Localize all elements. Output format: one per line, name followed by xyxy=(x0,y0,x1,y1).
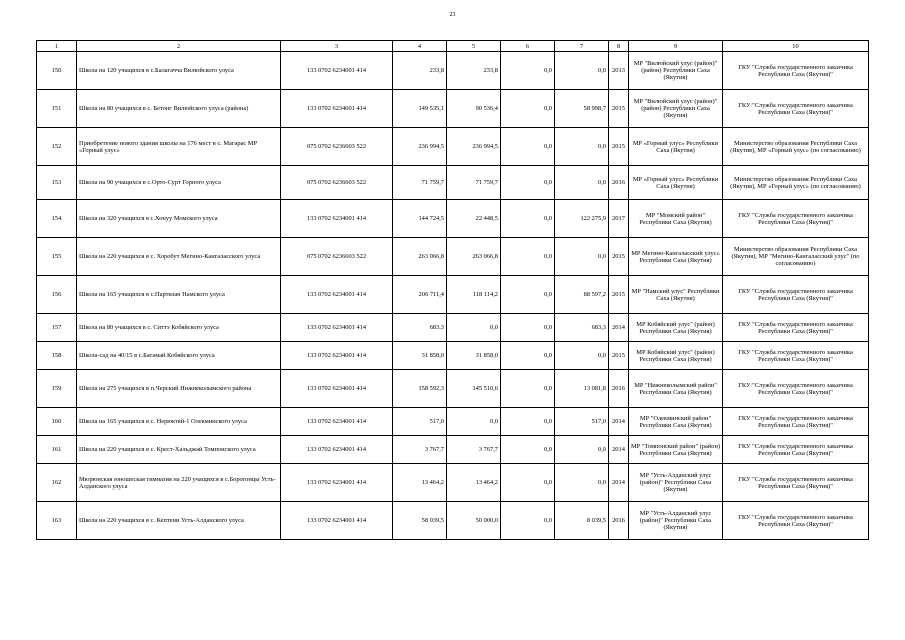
value-col-7-cell: 683,3 xyxy=(555,314,609,342)
object-name-cell: Школа на 120 учащихся в с.Балагачча Вилюйского улуса xyxy=(77,52,281,90)
value-col-6-cell: 0,0 xyxy=(501,370,555,408)
table-row xyxy=(37,200,869,238)
value-col-6-cell: 0,0 xyxy=(501,200,555,238)
col-header-1: 1 xyxy=(37,41,77,52)
value-col-6-cell: 0,0 xyxy=(501,238,555,276)
year-cell: 2017 xyxy=(609,200,629,238)
year-cell: 2014 xyxy=(609,408,629,436)
object-name-cell: Школа на 320 учащихся в с.Хонуу Момского улуса xyxy=(77,200,281,238)
object-name-cell: Школа на 80 учащихся в с. Ситтэ Кобяйского улуса xyxy=(77,314,281,342)
year-cell: 2016 xyxy=(609,166,629,200)
value-col-6-cell: 0,0 xyxy=(501,166,555,200)
budget-code-cell: 133 0702 6234001 414 xyxy=(281,276,393,314)
value-col-5-cell: 236 994,5 xyxy=(447,128,501,166)
municipality-cell: МР "Усть-Алданский улус (район)" Республики Саха (Якутия) xyxy=(629,464,723,502)
col-header-5: 5 xyxy=(447,41,501,52)
table-row xyxy=(37,314,869,342)
value-col-7-cell: 88 597,2 xyxy=(555,276,609,314)
value-col-7-cell: 0,0 xyxy=(555,436,609,464)
value-col-6-cell: 0,0 xyxy=(501,342,555,370)
total-cost-cell: 31 858,0 xyxy=(393,342,447,370)
row-number-cell: 158 xyxy=(37,342,77,370)
col-header-2: 2 xyxy=(77,41,281,52)
value-col-7-cell: 0,0 xyxy=(555,238,609,276)
municipality-cell: МР Кобяйский улус" (район) Республики Саха (Якутия) xyxy=(629,314,723,342)
responsible-executor-cell: ГКУ "Служба государственного заказчика Республики Саха (Якутия)" xyxy=(723,370,869,408)
value-col-7-cell: 0,0 xyxy=(555,464,609,502)
value-col-7-cell: 0,0 xyxy=(555,166,609,200)
table-row xyxy=(37,238,869,276)
year-cell: 2015 xyxy=(609,128,629,166)
total-cost-cell: 13 464,2 xyxy=(393,464,447,502)
row-number-cell: 152 xyxy=(37,128,77,166)
table-row xyxy=(37,464,869,502)
row-number-cell: 156 xyxy=(37,276,77,314)
header-row xyxy=(37,41,869,52)
row-number-cell: 157 xyxy=(37,314,77,342)
table-body xyxy=(37,52,869,540)
value-col-5-cell: 13 464,2 xyxy=(447,464,501,502)
budget-code-cell: 075 0702 6236603 522 xyxy=(281,128,393,166)
value-col-5-cell: 263 066,8 xyxy=(447,238,501,276)
value-col-5-cell: 31 858,0 xyxy=(447,342,501,370)
budget-code-cell: 133 0702 6234001 414 xyxy=(281,436,393,464)
value-col-7-cell: 517,0 xyxy=(555,408,609,436)
responsible-executor-cell: Министерство образования Республики Саха (Якутия), МР «Горный улус» (по согласованию) xyxy=(723,128,869,166)
municipality-cell: МР Кобяйский улус" (район) Республики Саха (Якутия) xyxy=(629,342,723,370)
responsible-executor-cell: ГКУ "Служба государственного заказчика Республики Саха (Якутия)" xyxy=(723,502,869,540)
total-cost-cell: 58 039,5 xyxy=(393,502,447,540)
value-col-7-cell: 0,0 xyxy=(555,52,609,90)
total-cost-cell: 71 759,7 xyxy=(393,166,447,200)
total-cost-cell: 149 535,1 xyxy=(393,90,447,128)
value-col-7-cell: 0,0 xyxy=(555,342,609,370)
row-number-cell: 153 xyxy=(37,166,77,200)
value-col-5-cell: 71 759,7 xyxy=(447,166,501,200)
municipality-cell: МР "Нижнеколымский район" Республики Саха (Якутия) xyxy=(629,370,723,408)
year-cell: 2015 xyxy=(609,90,629,128)
object-name-cell: Школа на 90 учащихся в с.Орто-Сурт Горного улуса xyxy=(77,166,281,200)
responsible-executor-cell: ГКУ "Служба государственного заказчика Республики Саха (Якутия)" xyxy=(723,342,869,370)
value-col-6-cell: 0,0 xyxy=(501,464,555,502)
table-row xyxy=(37,436,869,464)
table-row xyxy=(37,276,869,314)
budget-code-cell: 133 0702 6234001 414 xyxy=(281,342,393,370)
value-col-7-cell: 8 039,5 xyxy=(555,502,609,540)
program-table xyxy=(36,40,869,540)
table-row xyxy=(37,166,869,200)
value-col-6-cell: 0,0 xyxy=(501,314,555,342)
table-row xyxy=(37,52,869,90)
municipality-cell: МР «Горный улус» Республики Саха (Якутия) xyxy=(629,128,723,166)
value-col-5-cell: 3 767,7 xyxy=(447,436,501,464)
col-header-10: 10 xyxy=(723,41,869,52)
value-col-5-cell: 22 448,5 xyxy=(447,200,501,238)
value-col-5-cell: 145 510,6 xyxy=(447,370,501,408)
value-col-7-cell: 58 998,7 xyxy=(555,90,609,128)
table-row xyxy=(37,90,869,128)
value-col-7-cell: 13 081,8 xyxy=(555,370,609,408)
total-cost-cell: 3 767,7 xyxy=(393,436,447,464)
table-row xyxy=(37,342,869,370)
object-name-cell: Приобретение нового здания школы на 176 мест в с. Магарас МР «Горный улус» xyxy=(77,128,281,166)
table-row xyxy=(37,370,869,408)
table-row xyxy=(37,128,869,166)
value-col-5-cell: 233,8 xyxy=(447,52,501,90)
responsible-executor-cell: ГКУ "Служба государственного заказчика Республики Саха (Якутия)" xyxy=(723,408,869,436)
object-name-cell: Школа на 220 учащихся в с. Хоробут Мегино-Кангаласского улуса xyxy=(77,238,281,276)
municipality-cell: МР "Момский район" Республики Саха (Якутия) xyxy=(629,200,723,238)
value-col-6-cell: 0,0 xyxy=(501,436,555,464)
budget-code-cell: 133 0702 6234001 414 xyxy=(281,314,393,342)
object-name-cell: Школа на 220 учащихся в с. Кептени Усть-Алданского улуса xyxy=(77,502,281,540)
responsible-executor-cell: ГКУ "Служба государственного заказчика Республики Саха (Якутия)" xyxy=(723,314,869,342)
municipality-cell: МР "Олекминский район" Республики Саха (Якутия) xyxy=(629,408,723,436)
value-col-6-cell: 0,0 xyxy=(501,502,555,540)
value-col-5-cell: 0,0 xyxy=(447,408,501,436)
municipality-cell: МР Мегино-Кангаласский улус» Республики Саха (Якутия) xyxy=(629,238,723,276)
responsible-executor-cell: ГКУ "Служба государственного заказчика Республики Саха (Якутия)" xyxy=(723,436,869,464)
budget-code-cell: 075 0702 6236603 522 xyxy=(281,238,393,276)
year-cell: 2014 xyxy=(609,464,629,502)
object-name-cell: Школа на 165 учащихся в с.Партизан Намского улуса xyxy=(77,276,281,314)
value-col-6-cell: 0,0 xyxy=(501,128,555,166)
responsible-executor-cell: ГКУ "Служба государственного заказчика Республики Саха (Якутия)" xyxy=(723,276,869,314)
budget-code-cell: 133 0702 6234001 414 xyxy=(281,370,393,408)
year-cell: 2014 xyxy=(609,436,629,464)
object-name-cell: Школа на 275 учащихся в п.Черский Нижнеколымского района xyxy=(77,370,281,408)
col-header-3: 3 xyxy=(281,41,393,52)
municipality-cell: МР "Намский улус" Республики Саха (Якутия) xyxy=(629,276,723,314)
value-col-6-cell: 0,0 xyxy=(501,90,555,128)
row-number-cell: 150 xyxy=(37,52,77,90)
object-name-cell: Школа на 80 учащихся в с. Бетонг Вилюйского улуса (района) xyxy=(77,90,281,128)
value-col-5-cell: 50 000,0 xyxy=(447,502,501,540)
row-number-cell: 155 xyxy=(37,238,77,276)
value-col-7-cell: 0,0 xyxy=(555,128,609,166)
total-cost-cell: 236 994,5 xyxy=(393,128,447,166)
budget-code-cell: 133 0702 6234001 414 xyxy=(281,200,393,238)
object-name-cell: Мюрюнская юношеская гимназия на 220 учащихся в с.Борогонцы Усть-Алданского улуса xyxy=(77,464,281,502)
object-name-cell: Школа на 220 учащихся в с. Крест-Хальджай Томпонского улуса xyxy=(77,436,281,464)
responsible-executor-cell: ГКУ "Служба государственного заказчика Республики Саха (Якутия)" xyxy=(723,90,869,128)
value-col-5-cell: 90 536,4 xyxy=(447,90,501,128)
col-header-6: 6 xyxy=(501,41,555,52)
responsible-executor-cell: ГКУ "Служба государственного заказчика Республики Саха (Якутия)" xyxy=(723,464,869,502)
municipality-cell: МР "Томпонский район" (район) Республики Саха (Якутия) xyxy=(629,436,723,464)
total-cost-cell: 144 724,5 xyxy=(393,200,447,238)
total-cost-cell: 683,3 xyxy=(393,314,447,342)
value-col-5-cell: 0,0 xyxy=(447,314,501,342)
responsible-executor-cell: Министерство образования Республики Саха (Якутия), МР "Мегино-Кангаласский улус" (по согласованию) xyxy=(723,238,869,276)
col-header-7: 7 xyxy=(555,41,609,52)
row-number-cell: 163 xyxy=(37,502,77,540)
budget-code-cell: 133 0702 6234001 414 xyxy=(281,90,393,128)
row-number-cell: 159 xyxy=(37,370,77,408)
responsible-executor-cell: ГКУ "Служба государственного заказчика Республики Саха (Якутия)" xyxy=(723,52,869,90)
year-cell: 2015 xyxy=(609,276,629,314)
total-cost-cell: 158 592,3 xyxy=(393,370,447,408)
budget-code-cell: 075 0702 6236603 522 xyxy=(281,166,393,200)
col-header-8: 8 xyxy=(609,41,629,52)
total-cost-cell: 263 066,8 xyxy=(393,238,447,276)
budget-code-cell: 133 0702 6234001 414 xyxy=(281,502,393,540)
row-number-cell: 154 xyxy=(37,200,77,238)
budget-code-cell: 133 0702 6234001 414 xyxy=(281,52,393,90)
budget-code-cell: 133 0702 6234001 414 xyxy=(281,408,393,436)
total-cost-cell: 517,0 xyxy=(393,408,447,436)
year-cell: 2013 xyxy=(609,52,629,90)
municipality-cell: МР "Усть-Алданский улус (район)" Республики Саха (Якутия) xyxy=(629,502,723,540)
year-cell: 2016 xyxy=(609,502,629,540)
col-header-4: 4 xyxy=(393,41,447,52)
table-row xyxy=(37,502,869,540)
object-name-cell: Школа на 165 учащихся в с. Нерюктяй-1 Олекминского улуса xyxy=(77,408,281,436)
value-col-7-cell: 122 275,9 xyxy=(555,200,609,238)
row-number-cell: 161 xyxy=(37,436,77,464)
municipality-cell: МР «Горный улус» Республики Саха (Якутия) xyxy=(629,166,723,200)
municipality-cell: МР "Вилюйский улус (район)" (район) Республики Саха (Якутия) xyxy=(629,52,723,90)
responsible-executor-cell: Министерство образования Республики Саха (Якутия), МР «Горный улус» (по согласованию) xyxy=(723,166,869,200)
year-cell: 2015 xyxy=(609,342,629,370)
total-cost-cell: 233,8 xyxy=(393,52,447,90)
col-header-9: 9 xyxy=(629,41,723,52)
page-number: 23 xyxy=(449,12,456,18)
value-col-6-cell: 0,0 xyxy=(501,276,555,314)
year-cell: 2016 xyxy=(609,370,629,408)
row-number-cell: 162 xyxy=(37,464,77,502)
table-row xyxy=(37,408,869,436)
object-name-cell: Школа-сад на 40/15 в с.Батамай Кобяйского улуса xyxy=(77,342,281,370)
municipality-cell: МР "Вилюйский улус (район)" (район) Республики Саха (Якутия) xyxy=(629,90,723,128)
row-number-cell: 160 xyxy=(37,408,77,436)
value-col-5-cell: 118 114,2 xyxy=(447,276,501,314)
budget-code-cell: 133 0702 6234001 414 xyxy=(281,464,393,502)
year-cell: 2014 xyxy=(609,314,629,342)
year-cell: 2015 xyxy=(609,238,629,276)
row-number-cell: 151 xyxy=(37,90,77,128)
responsible-executor-cell: ГКУ "Служба государственного заказчика Республики Саха (Якутия)" xyxy=(723,200,869,238)
value-col-6-cell: 0,0 xyxy=(501,408,555,436)
value-col-6-cell: 0,0 xyxy=(501,52,555,90)
total-cost-cell: 206 711,4 xyxy=(393,276,447,314)
